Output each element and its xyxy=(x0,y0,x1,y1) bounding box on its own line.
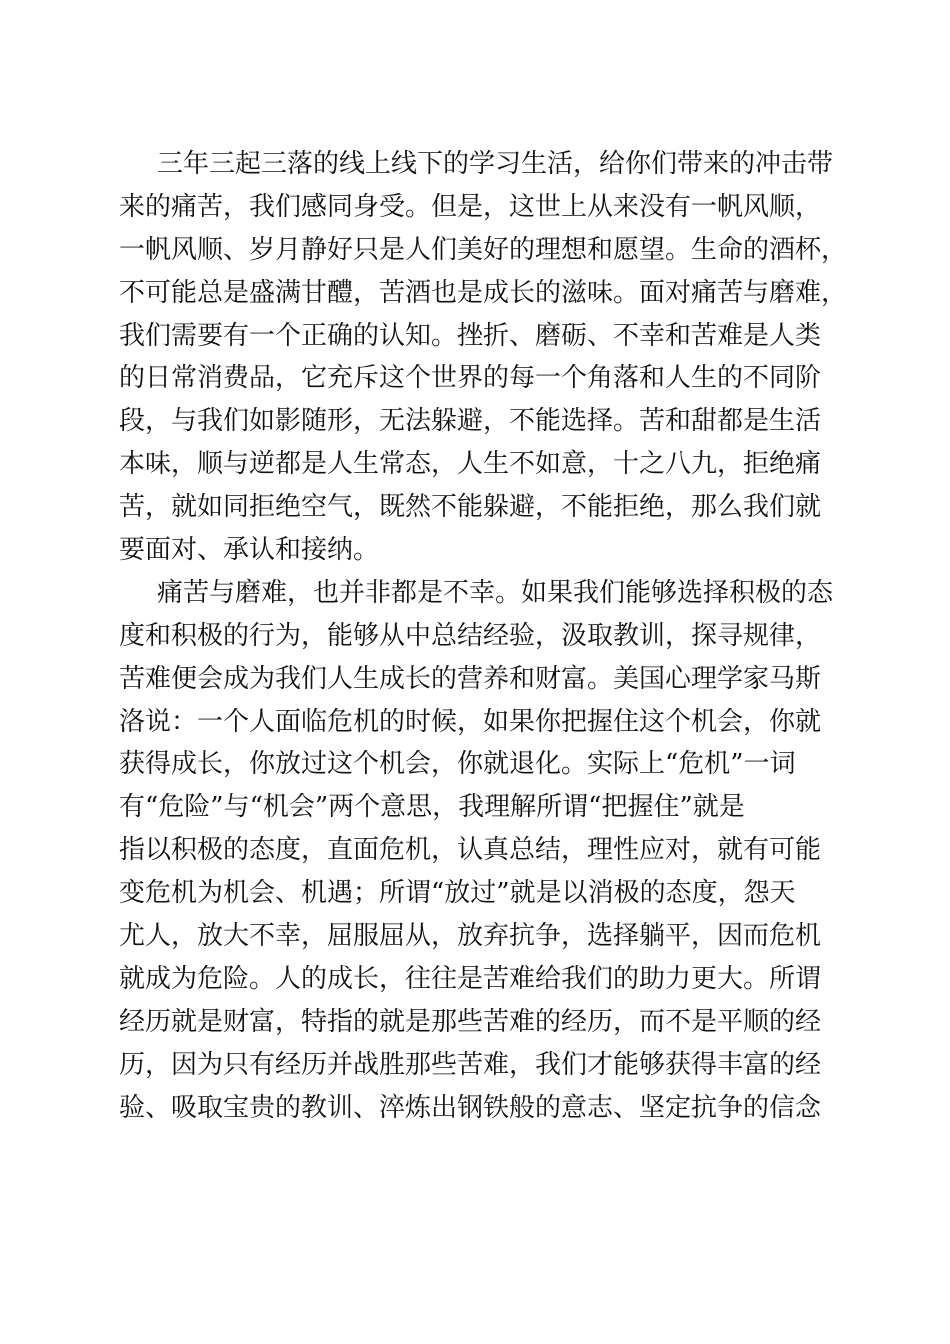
text-line: 段，与我们如影随形，无法躲避，不能选择。苦和甜都是生活 xyxy=(119,406,822,437)
text-line: 三年三起三落的线上线下的学习生活，给你们带来的冲击带 xyxy=(157,149,834,179)
text-line: 经历就是财富，特指的就是那些苦难的经历，而不是平顺的经 xyxy=(119,1006,822,1037)
text-line: 一帆风顺、岁月静好只是人们美好的理想和愿望。生命的酒杯， xyxy=(119,234,848,265)
text-line: 本味，顺与逆都是人生常态，人生不如意，十之八九，拒绝痛 xyxy=(119,449,822,480)
text-line: 的日常消费品，它充斥这个世界的每一个角落和人生的不同阶 xyxy=(119,363,822,394)
text-line: 苦难便会成为我们人生成长的营养和财富。美国心理学家马斯 xyxy=(119,663,822,694)
text-line: 有“危险”与“机会”两个意思，我理解所谓“把握住”就是 xyxy=(119,792,745,823)
text-line: 洛说：一个人面临危机的时候，如果你把握住这个机会，你就 xyxy=(119,706,822,737)
text-line: 就成为危险。人的成长，往往是苦难给我们的助力更大。所谓 xyxy=(119,963,822,994)
text-line: 历，因为只有经历并战胜那些苦难，我们才能够获得丰富的经 xyxy=(119,1049,822,1080)
text-line: 指以积极的态度，直面危机，认真总结，理性应对，就有可能 xyxy=(119,835,822,866)
text-line: 验、吸取宝贵的教训、淬炼出钢铁般的意志、坚定抗争的信念 xyxy=(119,1092,822,1123)
text-line: 我们需要有一个正确的认知。挫折、磨砺、不幸和苦难是人类 xyxy=(119,320,822,351)
text-line: 痛苦与磨难，也并非都是不幸。如果我们能够选择积极的态 xyxy=(157,577,834,608)
text-line: 要面对、承认和接纳。 xyxy=(119,535,380,566)
text-line: 来的痛苦，我们感同身受。但是，这世上从来没有一帆风顺， xyxy=(119,191,822,222)
paragraph-2 xyxy=(119,572,839,1130)
text-line: 苦，就如同拒绝空气，既然不能躲避，不能拒绝，那么我们就 xyxy=(119,492,822,523)
text-line: 变危机为机会、机遇；所谓“放过”就是以消极的态度，怨天 xyxy=(119,878,796,909)
text-line: 度和积极的行为，能够从中总结经验，汲取教训，探寻规律， xyxy=(119,620,822,651)
paragraph-1 xyxy=(119,143,848,572)
body-text xyxy=(119,143,848,1129)
text-line: 不可能总是盛满甘醴，苦酒也是成长的滋味。面对痛苦与磨难， xyxy=(119,277,848,308)
text-line: 获得成长，你放过这个机会，你就退化。实际上“危机”一词 xyxy=(119,749,796,780)
text-line: 尤人，放大不幸，屈服屈从，放弃抗争，选择躺平，因而危机 xyxy=(119,921,822,952)
